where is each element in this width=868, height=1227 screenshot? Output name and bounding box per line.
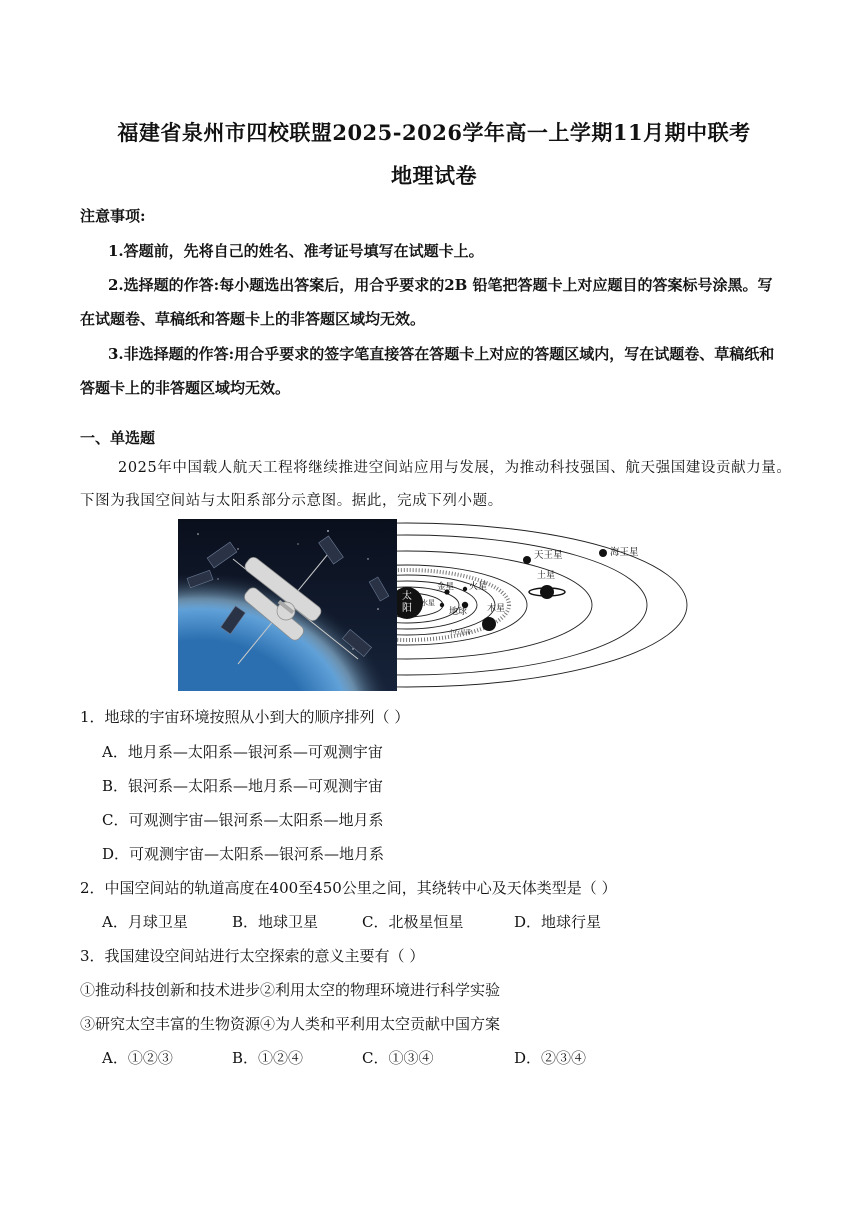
question-1-option-c[interactable]: C．可观测宇宙—银河系—太阳系—地月系 (102, 811, 384, 829)
saturn-label: 土星 (537, 571, 556, 581)
question-1-option-d[interactable]: D．可观测宇宙—太阳系—银河系—地月系 (102, 845, 385, 863)
question-2-option-c[interactable]: C．北极星恒星 (362, 913, 464, 931)
question-3-stem: 3．我国建设空间站进行太空探索的意义主要有（ ） (80, 947, 425, 965)
question-1-stem: 1．地球的宇宙环境按照从小到大的顺序排列（ ） (80, 708, 410, 726)
question-3-option-c[interactable]: C．①③④ (362, 1049, 434, 1067)
asteroid-belt-label: 小行星带 (449, 630, 472, 636)
question-2-option-b[interactable]: B．地球卫星 (232, 913, 319, 931)
jupiter-label: 木星 (487, 604, 506, 614)
neptune-icon (599, 549, 607, 557)
page-title: 福建省泉州市四校联盟2025-2026学年高一上学期11月期中联考 (117, 120, 751, 145)
question-3-statements-1: ①推动科技创新和技术进步②利用太空的物理环境进行科学实验 (80, 981, 501, 999)
question-3-option-a[interactable]: A．①②③ (102, 1049, 173, 1067)
note-item-2-cont: 在试题卷、草稿纸和答题卡上的非答题区域均无效。 (80, 310, 426, 328)
section-intro-cont: 下图为我国空间站与太阳系部分示意图。据此，完成下列小题。 (80, 493, 503, 509)
figure-space-station-solar-system (178, 519, 688, 691)
mercury-label: 水星 (421, 599, 435, 607)
question-2-option-d[interactable]: D．地球行星 (514, 913, 602, 931)
mars-icon (463, 587, 467, 591)
notes-heading: 注意事项: (80, 207, 146, 225)
earth-label: 地球 (449, 607, 468, 617)
question-3-option-d[interactable]: D．②③④ (514, 1049, 587, 1067)
space-station-photo (178, 519, 397, 691)
mars-label: 火星 (469, 582, 488, 592)
question-2-stem: 2．中国空间站的轨道高度在400至450公里之间，其绕转中心及天体类型是（ ） (80, 879, 617, 897)
note-item-3-cont: 答题卡上的非答题区域均无效。 (80, 379, 291, 397)
question-1-option-a[interactable]: A．地月系—太阳系—银河系—可观测宇宙 (102, 743, 383, 761)
question-2-option-a[interactable]: A．月球卫星 (102, 913, 188, 931)
question-1-option-b[interactable]: B．银河系—太阳系—地月系—可观测宇宙 (102, 777, 384, 795)
jupiter-icon (482, 617, 496, 631)
question-3-option-b[interactable]: B．①②④ (232, 1049, 304, 1067)
question-3-options (102, 1047, 868, 1068)
question-3-statements-2: ③研究太空丰富的生物资源④为人类和平利用太空贡献中国方案 (80, 1015, 501, 1033)
mercury-icon (440, 603, 444, 607)
section-intro: 2025年中国载人航天工程将继续推进空间站应用与发展，为推动科技强国、航天强国建设贡献力量。 (118, 460, 792, 476)
venus-label: 金星 (437, 582, 455, 592)
uranus-label: 天王星 (534, 550, 563, 561)
note-item-2: 2.选择题的作答:每小题选出答案后，用合乎要求的2B 铅笔把答题卡上对应题目的答案标号涂黑。写 (108, 276, 773, 294)
saturn-icon (540, 585, 554, 599)
note-item-1: 1.答题前，先将自己的姓名、准考证号填写在试题卡上。 (108, 242, 484, 260)
sun-label: 太 (402, 591, 412, 602)
note-item-3: 3.非选择题的作答:用合乎要求的签字笔直接答在答题卡上对应的答题区域内，写在试题卷、草稿纸和 (108, 345, 775, 363)
question-2-options (102, 911, 868, 932)
neptune-label: 海王星 (610, 547, 639, 558)
section-heading: 一、单选题 (80, 429, 156, 447)
page-subtitle: 地理试卷 (391, 163, 477, 188)
uranus-icon (523, 556, 531, 564)
sun-label-2: 阳 (402, 603, 412, 614)
solar-system-diagram (397, 519, 688, 691)
